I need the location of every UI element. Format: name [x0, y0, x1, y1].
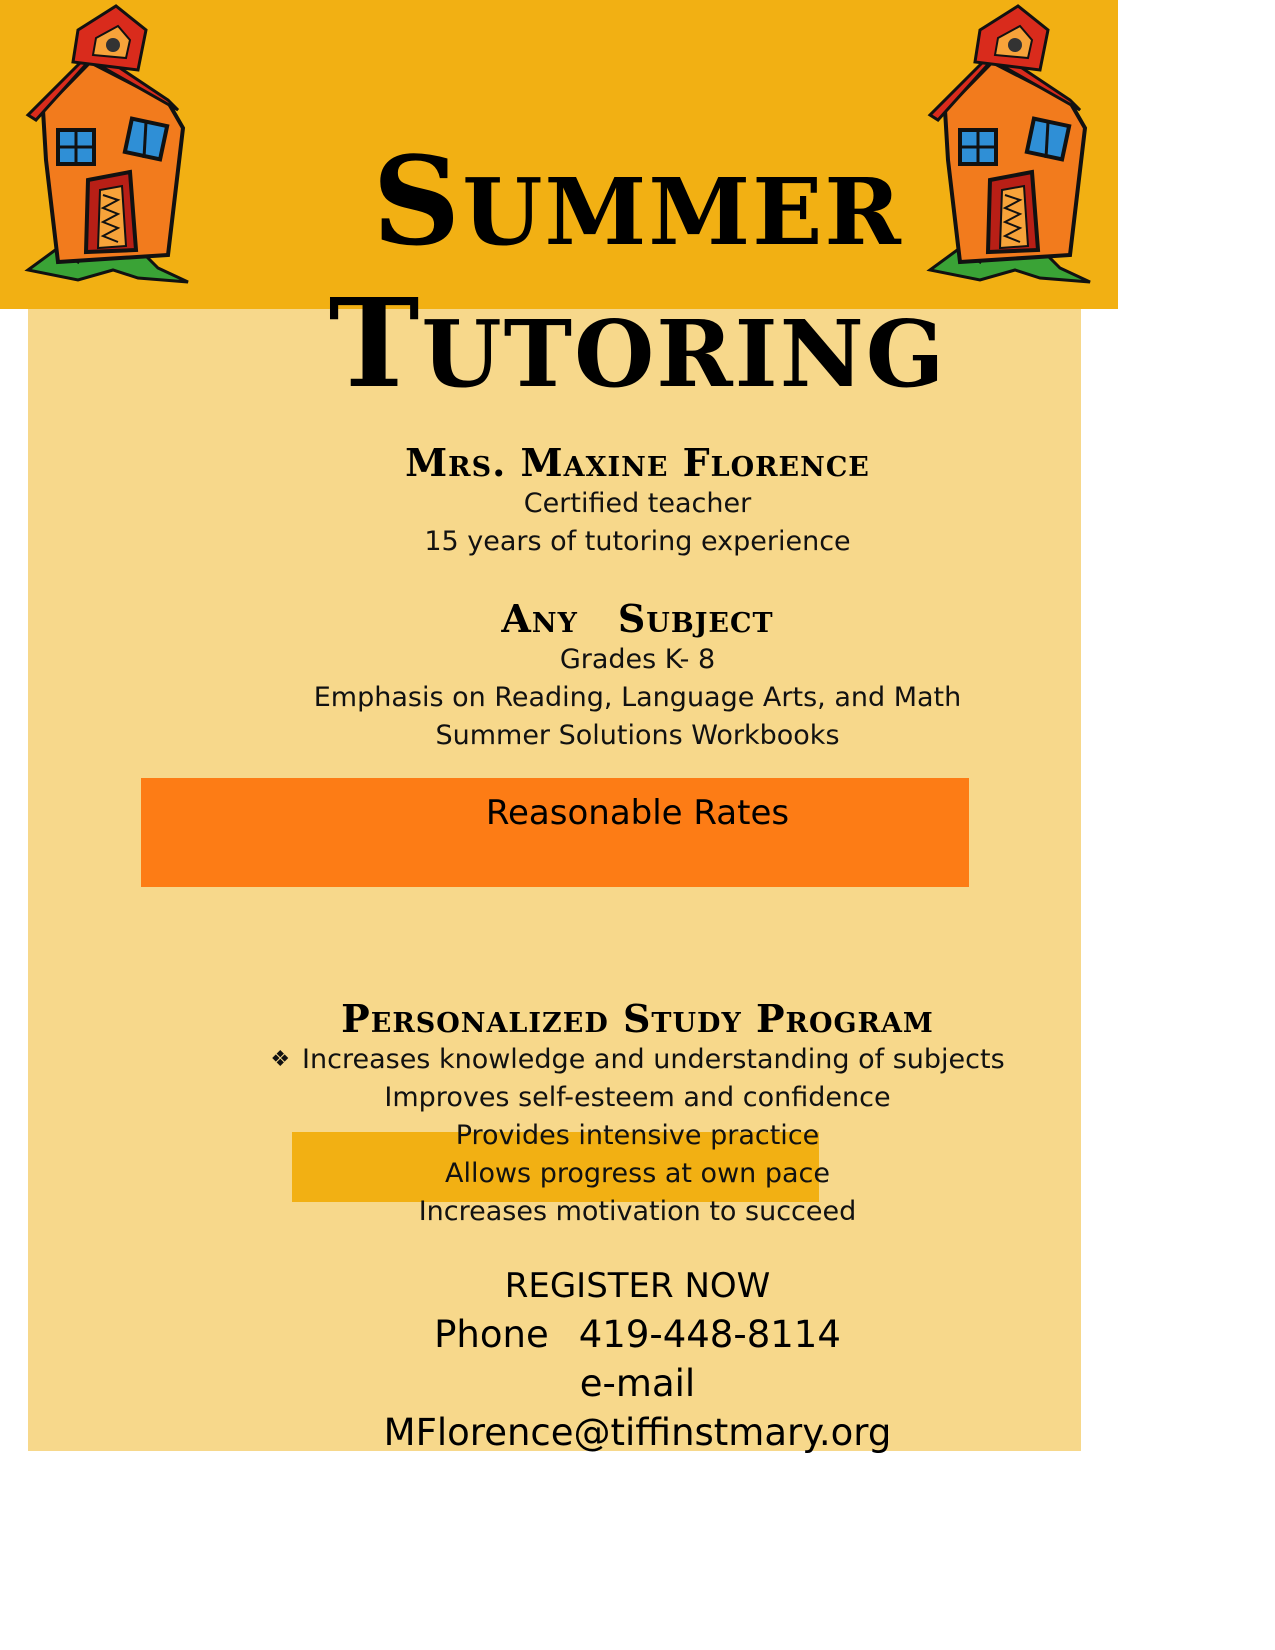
benefit-item: Increases motivation to succeed [418, 1196, 857, 1227]
email-address[interactable]: MFlorence@tiffinstmary.org [383, 1411, 892, 1454]
teacher-credential: Certified teacher [523, 488, 752, 519]
subjects-heading [0, 596, 1275, 641]
title-line-tutoring [0, 271, 1275, 415]
emphasis-text: Emphasis on Reading, Language Arts, and Math [313, 682, 962, 713]
phone-label: Phone [434, 1313, 549, 1356]
teacher-name: Mrs. Maxine Florence [405, 440, 870, 485]
title-initial: T [328, 271, 422, 415]
diamond-bullet-icon: ❖ [270, 1047, 291, 1072]
teacher-experience: 15 years of tutoring experience [424, 526, 851, 557]
title-rest: UTORING [421, 300, 947, 408]
email-label: e-mail [579, 1362, 696, 1405]
program-block [0, 996, 1275, 1231]
phone-number[interactable]: 419-448-8114 [578, 1313, 841, 1356]
teacher-block [0, 440, 1275, 561]
title-line-summer [0, 129, 1275, 273]
phone-line [0, 1310, 1275, 1359]
rates-label: Reasonable Rates [485, 793, 790, 833]
benefit-item: Provides intensive practice [455, 1120, 820, 1151]
register-now: REGISTER NOW [504, 1266, 771, 1306]
register-block [0, 1262, 1275, 1457]
subjects-heading-word2: Subject [617, 596, 774, 641]
grades-text: Grades K- 8 [559, 644, 716, 675]
subjects-block [0, 596, 1275, 755]
benefit-text: Increases knowledge and understanding of subjects [302, 1044, 1005, 1075]
benefit-item: Improves self-esteem and confidence [384, 1082, 891, 1113]
benefit-item: Allows progress at own pace [444, 1158, 830, 1189]
workbooks-text: Summer Solutions Workbooks [435, 720, 840, 751]
title-initial: S [372, 129, 463, 273]
benefit-item [0, 1041, 1275, 1079]
subjects-heading-word1: Any [501, 596, 578, 641]
title-rest: UMMER [462, 158, 903, 266]
program-heading: Personalized Study Program [341, 996, 934, 1041]
